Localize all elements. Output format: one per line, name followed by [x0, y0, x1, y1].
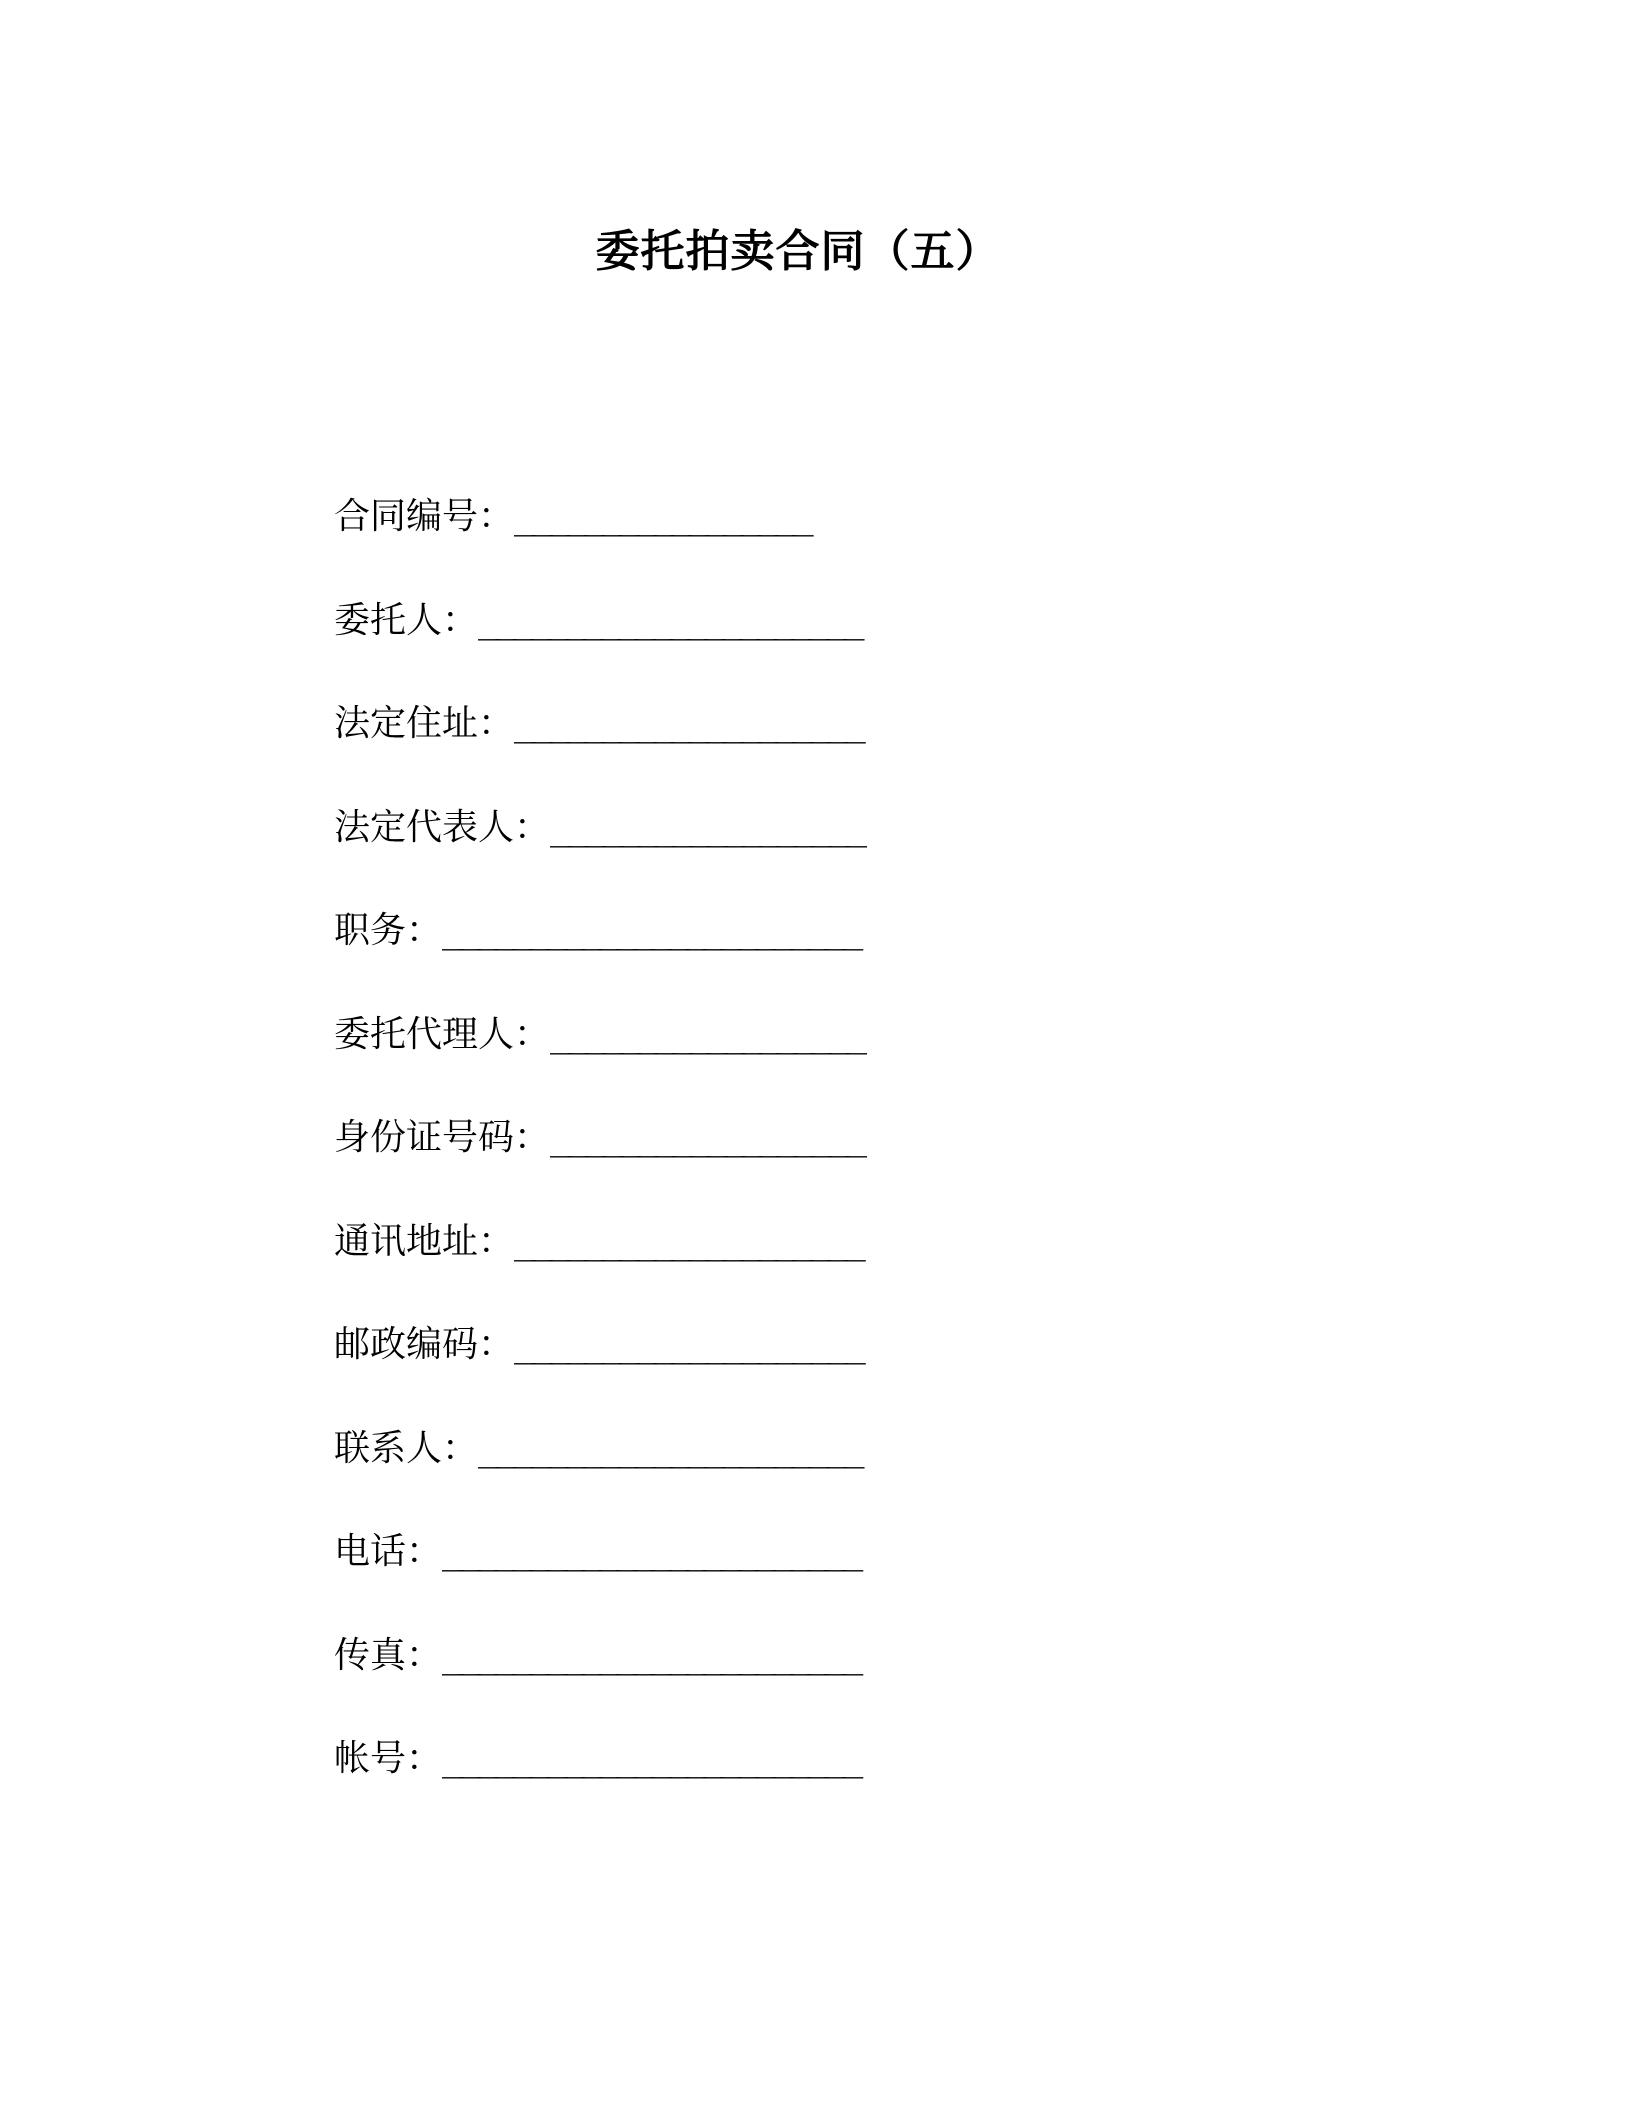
field-id-number	[334, 1113, 1334, 1217]
field-blank-line: ______________________	[478, 599, 861, 641]
field-blank-line: ____________________	[514, 1324, 862, 1365]
field-label: 委托代理人：	[334, 1013, 551, 1055]
field-legal-address	[334, 699, 1334, 803]
field-blank-line: ________________________	[442, 1531, 859, 1572]
field-blank-line: ____________________	[514, 1220, 862, 1262]
field-position	[334, 906, 1334, 1010]
field-label: 法定住址：	[334, 703, 515, 744]
field-blank-line: ______________________	[478, 1427, 861, 1469]
contract-field-list	[334, 492, 1334, 1838]
document-title: 委托拍卖合同（五）	[595, 226, 1001, 277]
field-principal	[334, 596, 1334, 700]
field-label: 传真：	[334, 1634, 443, 1676]
field-telephone	[334, 1527, 1334, 1631]
field-blank-line: __________________	[550, 1013, 863, 1055]
field-blank-line: __________________	[550, 1117, 863, 1158]
field-contact-person	[334, 1424, 1334, 1528]
field-label: 身份证号码：	[334, 1117, 551, 1158]
field-blank-line: ________________________	[442, 1738, 859, 1779]
field-label: 委托人：	[334, 599, 479, 641]
field-mailing-address	[334, 1217, 1334, 1321]
field-label: 职务：	[334, 910, 443, 951]
field-label: 邮政编码：	[334, 1324, 515, 1365]
field-blank-line: _________________	[514, 496, 810, 537]
field-fax	[334, 1631, 1334, 1735]
field-label: 联系人：	[334, 1427, 479, 1469]
field-blank-line: ____________________	[514, 703, 862, 744]
field-label: 帐号：	[334, 1738, 443, 1779]
field-legal-representative	[334, 803, 1334, 907]
field-label: 电话：	[334, 1531, 443, 1572]
field-label: 法定代表人：	[334, 806, 551, 848]
field-authorized-agent	[334, 1010, 1334, 1114]
field-label: 通讯地址：	[334, 1220, 515, 1262]
field-blank-line: __________________	[550, 806, 863, 848]
field-account-number	[334, 1734, 1334, 1838]
field-contract-number	[334, 492, 1334, 596]
field-label: 合同编号：	[334, 496, 515, 537]
field-blank-line: ________________________	[442, 1634, 859, 1676]
field-postal-code	[334, 1320, 1334, 1424]
field-blank-line: ________________________	[442, 910, 859, 951]
